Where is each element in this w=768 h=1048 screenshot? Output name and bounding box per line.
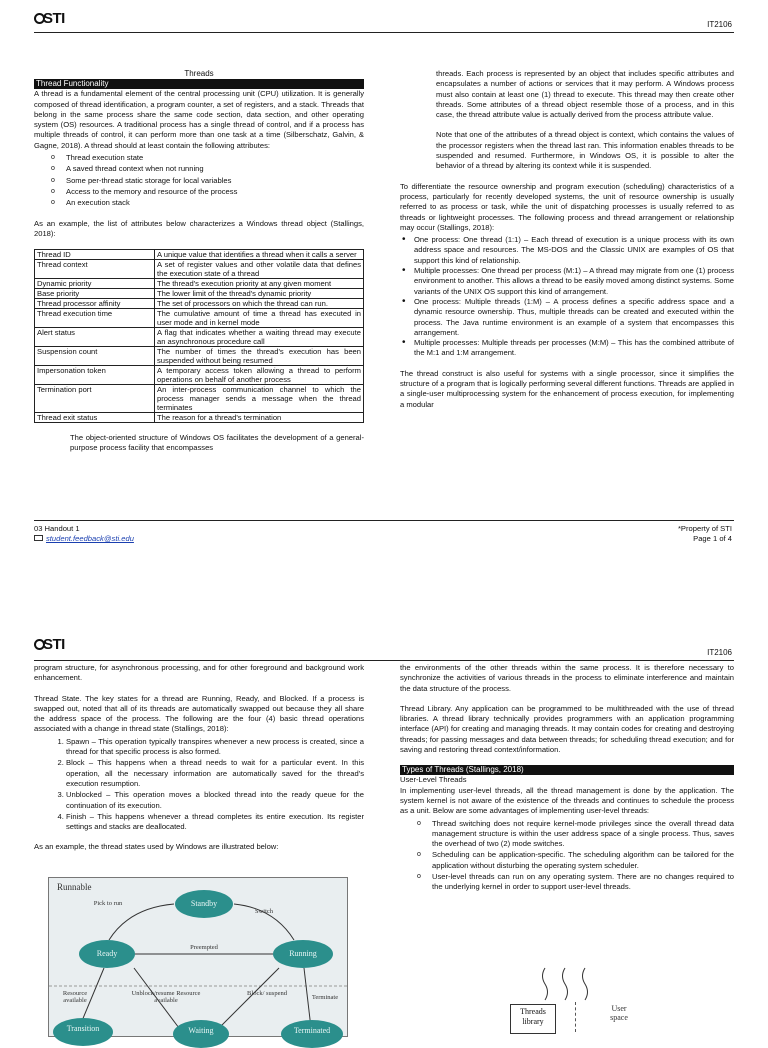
page-number: Page 1 of 4 xyxy=(693,534,732,543)
feedback-email-link[interactable]: student.feedback@sti.edu xyxy=(46,534,134,543)
attribute-name-cell: Impersonation token xyxy=(35,366,155,385)
paragraph: The thread construct is also useful for systems with a single processor, since it simplifies the structure of a program that is logically performing several different functions. Threads are applied in a single-user multiprocessing system for the enhancement of process execution, for implementing a modular xyxy=(400,368,734,409)
paragraph: Thread Library. Any application can be programmed to be multithreaded with the use of thread libraries. A thread library technically provides programmers with an application programming interface (API) for creating and managing threads. It may contain codes for creating and destroying threads; for passing messages and data between threads; for scheduling thread execution; and for saving and restoring thread context/information. xyxy=(400,703,734,755)
list-item: o Thread switching does not require kernel-mode privileges since the overall thread data management structure is within the user address space of a single process. Thus, saves the overhead of two (2) mode switches. xyxy=(432,819,734,850)
thread-squiggle-figure xyxy=(530,968,610,1008)
attribute-description-cell: The thread's execution priority at any given moment xyxy=(155,279,364,289)
paragraph: A thread is a fundamental element of the central processing unit (CPU) utilization. It is generally composed of thread identification, a program counter, a set of registers, and a stack. Threads that belong in the same process share the same code section, data section, and other operating system (OS) resources. A traditional process has a single thread of control, and if a process has multiple threads of control, it can perform more than one task at a time (Silberschatz, Galvin, & Gagne, 2018). A thread should at least contain the following attributes: xyxy=(34,89,364,150)
list-item: • Multiple processes: Multiple threads per processes (M:M) – This has the combined attribute of the M:1 and 1:M arrangement. xyxy=(414,338,734,359)
header-rule xyxy=(34,32,734,33)
document-title: Threads xyxy=(184,69,214,78)
paragraph: Note that one of the attributes of a thread object is context, which contains the values of the processor registers when the thread last ran. This information enables threads to be suspended and resumed. Furthermore, in Windows OS, it is possible to alter the behavior of a thread by altering its context while it is suspended. xyxy=(436,130,734,171)
block-suspend-label: Block/ suspend xyxy=(247,990,287,997)
subsection-heading: User-Level Threads xyxy=(400,775,467,785)
attribute-name-cell: Alert status xyxy=(35,328,155,347)
attribute-description-cell: The cumulative amount of time a thread has executed in user mode and in kernel mode xyxy=(155,309,364,328)
attribute-name-cell: Termination port xyxy=(35,385,155,413)
attribute-name-cell: Base priority xyxy=(35,289,155,299)
mail-icon xyxy=(34,535,43,541)
attribute-description-cell: The reason for a thread's termination xyxy=(155,413,364,423)
switch-label: Switch xyxy=(254,908,274,915)
attribute-list xyxy=(34,153,364,208)
relationship-list xyxy=(400,235,734,359)
ready-node: Ready xyxy=(79,940,135,968)
pick-to-run-label: Pick to run xyxy=(93,900,123,907)
paragraph: Thread State. The key states for a thread are Running, Ready, and Blocked. If a process is swapped out, noted that all of its threads are automatically swapped out because they all share the address space of the process. The following are the four (4) basic thread operations associated with a change in thread state (Stallings, 2018): xyxy=(34,693,364,734)
header-rule xyxy=(34,660,734,661)
attribute-name-cell: Thread execution time xyxy=(35,309,155,328)
table-row xyxy=(35,299,364,309)
attribute-description-cell: A temporary access token allowing a thread to perform operations on behalf of another process xyxy=(155,366,364,385)
standby-node: Standby xyxy=(175,890,233,918)
attribute-description-cell: The lower limit of the thread's dynamic priority xyxy=(155,289,364,299)
section-heading: Types of Threads (Stallings, 2018) xyxy=(400,765,734,775)
table-row xyxy=(35,250,364,260)
operation-list xyxy=(34,737,364,833)
page1-right-column xyxy=(400,69,734,420)
page-2 xyxy=(0,620,768,1035)
paragraph: To differentiate the resource ownership and program execution (scheduling) characteristics of a process, particularly for recently developed systems, the unit of resource ownership is usually referred to as process or task, while the unit of dispatching processes is usually referred to as threads or lightweight processes. The following process and thread arrangement or relationship may occur (Stallings, 2018): xyxy=(400,181,734,232)
attributes-table xyxy=(34,249,364,423)
attribute-description-cell: A unique value that identifies a thread when it calls a server xyxy=(155,250,364,260)
attribute-name-cell: Dynamic priority xyxy=(35,279,155,289)
page2-right-column xyxy=(400,663,734,894)
list-item: o A saved thread context when not running xyxy=(66,164,364,174)
sti-logo: STI xyxy=(34,636,65,653)
handout-label: 03 Handout 1 xyxy=(34,524,80,533)
running-node: Running xyxy=(273,940,333,968)
list-item: 3. Unblocked – This operation moves a blocked thread into the ready queue for the continuation of its execution. xyxy=(66,790,364,811)
terminated-node: Terminated xyxy=(281,1020,343,1048)
attribute-name-cell: Thread ID xyxy=(35,250,155,260)
list-item: • One process: Multiple threads (1:M) – A process defines a specific address space and a dynamic resource ownership. Thus, multiple threads can be created and executed within the process. The Java runtime environment is an example of a system that encompasses this arrangement. xyxy=(414,297,734,338)
runnable-label: Runnable xyxy=(57,882,92,892)
attribute-name-cell: Thread exit status xyxy=(35,413,155,423)
attribute-description-cell: A flag that indicates whether a waiting thread may execute an asynchronous procedure call xyxy=(155,328,364,347)
table-row xyxy=(35,385,364,413)
footer-email-row xyxy=(34,534,134,544)
footer-right xyxy=(678,524,732,544)
attribute-description-cell: The number of times the thread's execution has been suspended without being resumed xyxy=(155,347,364,366)
page1-left-column xyxy=(34,69,364,464)
waiting-node: Waiting xyxy=(173,1020,229,1048)
block-arrow xyxy=(219,968,279,1028)
list-item: 1. Spawn – This operation typically transpires whenever a new process is created, since a thread for that specific process is also formed. xyxy=(66,737,364,758)
table-row xyxy=(35,328,364,347)
terminate-label: Terminate xyxy=(311,994,339,1001)
list-item: • One process: One thread (1:1) – Each thread of execution is a unique process with its own address space and resources. The MS-DOS and the Classic UNIX are examples of OS that support this kind of relationship. xyxy=(414,235,734,266)
paragraph: threads. Each process is represented by an object that includes specific attributes and encapsulates a number of actions or services that it may perform. A Windows process must also contain at least one (1) thread to execute. This thread may then create other threads. Some attributes of a thread object resemble those of a process, and in this case, the thread attribute value is actually derived from the process attribute value. xyxy=(436,69,734,120)
table-row xyxy=(35,260,364,279)
threads-library-box: Threads library xyxy=(510,1004,556,1034)
attribute-name-cell: Thread context xyxy=(35,260,155,279)
list-item: o Some per-thread static storage for local variables xyxy=(66,176,364,186)
attribute-name-cell: Thread processor affinity xyxy=(35,299,155,309)
course-code: IT2106 xyxy=(707,648,732,657)
space-divider xyxy=(575,1002,576,1032)
paragraph: As an example, the list of attributes below characterizes a Windows thread object (Stallings, 2018): xyxy=(34,218,364,238)
list-item: • Multiple processes: One thread per process (M:1) – A thread may migrate from one (1) process environment to another. This allows a thread to be easily moved among distinct systems. Some variants of the UNIX OS support this kind of arrangement. xyxy=(414,266,734,297)
thread-squiggle xyxy=(563,968,568,1000)
list-item: o Thread execution state xyxy=(66,153,364,163)
table-row xyxy=(35,279,364,289)
list-item: o Scheduling can be application-specific. The scheduling algorithm can be tailored for the application without disturbing the operating system scheduler. xyxy=(432,850,734,871)
footer-left xyxy=(34,524,134,544)
page2-left-column xyxy=(34,663,364,863)
table-row xyxy=(35,309,364,328)
thread-state-diagram xyxy=(48,877,348,1037)
list-item: 4. Finish – This happens whenever a thread completes its entire execution. Its register settings and stacks are deallocated. xyxy=(66,812,364,833)
table-row xyxy=(35,413,364,423)
section-heading: Thread Functionality xyxy=(34,79,364,89)
table-row xyxy=(35,347,364,366)
sti-logo: STI xyxy=(34,10,65,27)
unblock-resume-label: Unblock/resume Resource available xyxy=(131,990,201,1004)
attribute-name-cell: Suspension count xyxy=(35,347,155,366)
list-item: o User-level threads can run on any operating system. There are no changes required to the underlying kernel in order to support user-level threads. xyxy=(432,872,734,893)
thread-squiggle xyxy=(583,968,588,1000)
preempted-label: Preempted xyxy=(190,944,218,951)
thread-squiggle xyxy=(543,968,548,1000)
paragraph: the environments of the other threads within the same process. It is therefore necessary to synchronize the activities of various threads in the process to eliminate interference and maintain the data structure of the process. xyxy=(400,663,734,693)
table-row xyxy=(35,366,364,385)
advantage-list xyxy=(400,819,734,893)
paragraph: The object-oriented structure of Windows OS facilitates the development of a general-purpose process facility that encompasses xyxy=(70,433,364,453)
list-item: o An execution stack xyxy=(66,198,364,208)
footer-rule xyxy=(34,520,734,521)
paragraph: In implementing user-level threads, all the thread management is done by the application. The system kernel is not aware of the existence of the threads and continues to schedule the process as a unit. Below are some advantages of implementing user-level threads: xyxy=(400,785,734,816)
transition-node: Transition xyxy=(53,1018,113,1046)
course-code: IT2106 xyxy=(707,20,732,29)
paragraph: As an example, the thread states used by Windows are illustrated below: xyxy=(34,842,279,852)
list-item: 2. Block – This happens when a thread needs to wait for a particular event. In this operation, all the necessary information are automatically saved for the thread's execution resumption. xyxy=(66,758,364,789)
attribute-description-cell: An inter-process communication channel to which the process manager sends a message when the thread terminates xyxy=(155,385,364,413)
property-label: *Property of STI xyxy=(677,524,732,533)
paragraph: program structure, for asynchronous processing, and for other foreground and background work enhancement. xyxy=(34,663,364,683)
pick-to-run-arrow xyxy=(109,904,174,940)
resource-available-label: Resource available xyxy=(62,990,88,1004)
list-item: o Access to the memory and resource of the process xyxy=(66,187,364,197)
table-row xyxy=(35,289,364,299)
attribute-description-cell: A set of register values and other volatile data that defines the execution state of a thread xyxy=(155,260,364,279)
attribute-description-cell: The set of processors on which the thread can run. xyxy=(155,299,364,309)
user-space-label: User space xyxy=(610,1004,628,1022)
